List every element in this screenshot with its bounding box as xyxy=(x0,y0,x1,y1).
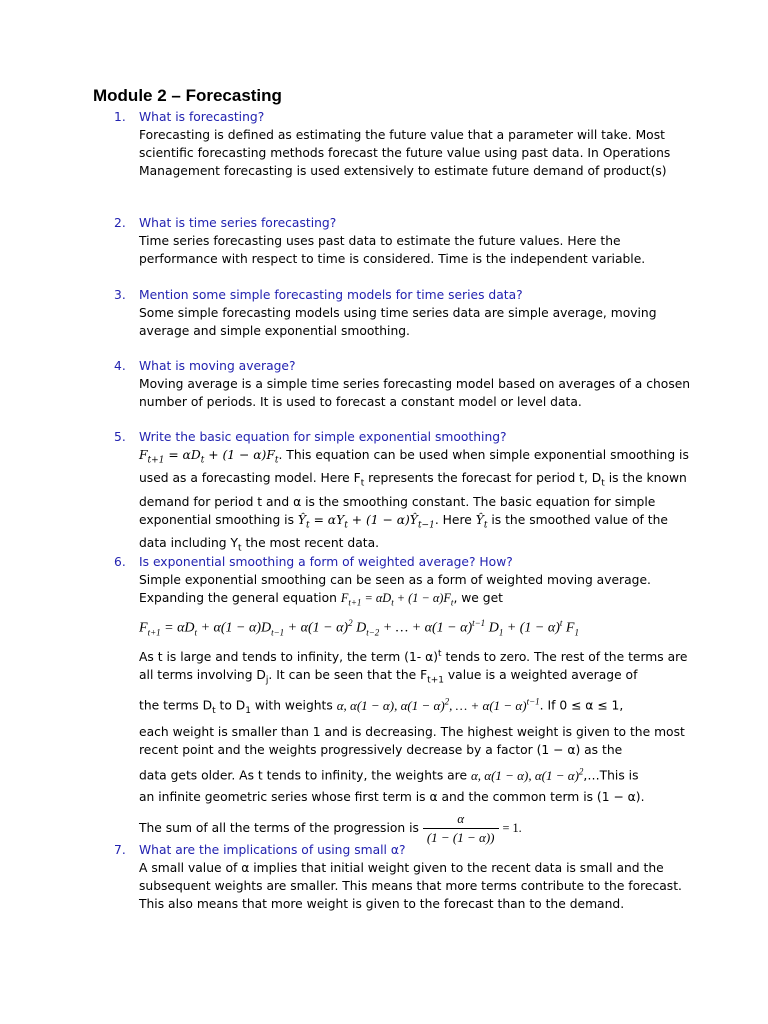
question-heading: Write the basic equation for simple exponential smoothing? xyxy=(139,430,507,444)
question-heading: What are the implications of using small α? xyxy=(139,843,406,857)
question-number: 5. xyxy=(114,430,126,444)
question-5 xyxy=(114,428,694,558)
question-heading: Mention some simple forecasting models for time series data? xyxy=(139,288,523,302)
question-4 xyxy=(114,357,694,411)
question-6: 6. Is exponential smoothing a form of weighted average? How? Simple exponential smoothing can be seen as a form of weighted moving average. Expanding the general equation $F_{t+1} = \alpha D_t + (1 - \alpha)F_t$, we get $F_{t+1} = \alpha D_t + \alpha(1 - \alpha)D_{t-1} + \alpha(1 - \alpha)^2$ $D_{t-2}$ + … + $\alpha(1 - \alpha)^{t-1}$ $D_1 + (1 - \alpha)^t$ $F_1$ As t is large and tends to infinity, the term (1- α)$^t$ tends to zero. The rest of the terms are all terms involving $D_j$. It can be seen that the $F_{t+1}$ value is a weighted average of the terms $D_t$ to $D_1$ with weights α, α(1 − α), $\alpha(1 - \alpha)^2$, … + $\alpha(1 - \alpha)^{t-1}$. If 0 ≤ α ≤ 1, each weight is smaller than 1 and is decreasing. The highest weight is given to the most recent point and the weights progressively decrease by a factor (1 − α) as the data gets older. As t tends to infinity, the weights are α, α(1 − α), $\alpha(1 - \alpha)^2,\dots This$ is an infinite geometric series whose first term is α and the common term is (1 − α). The sum of all the terms of the progression is $\frac{\alpha}{(1 - (1 - \alpha))}$ = 1. xyxy=(114,553,694,847)
page-title: Module 2 – Forecasting xyxy=(93,86,282,105)
question-number: 7. xyxy=(114,843,126,857)
question-heading: What is time series forecasting? xyxy=(139,216,337,230)
question-number: 3. xyxy=(114,288,126,302)
question-7 xyxy=(114,841,694,913)
question-answer: Moving average is a simple time series forecasting model based on averages of a chosen number of periods. It is used to forecast a constant model or level data. xyxy=(139,377,691,409)
question-heading: Is exponential smoothing a form of weighted average? How? xyxy=(139,555,513,569)
sum-fraction: $\frac{\alpha}{(1 - (1 - \alpha))}$ xyxy=(423,810,499,847)
question-number: 1. xyxy=(114,110,126,124)
equation-f-next: $F_{t+1} = \alpha D_t + (1 - \alpha)F_t$ xyxy=(139,448,279,466)
question-answer: Simple exponential smoothing can be seen as a form of weighted moving average. Expanding the general equation $F_{t+1} = \alpha D_t + (1 - \alpha)F_t$, we get xyxy=(139,573,651,608)
equation-y-hat: $Ŷ_t = \alpha Y_t + (1$ − $\alpha)Ŷ_{t-1}$ xyxy=(297,512,435,531)
question-1 xyxy=(114,108,694,180)
question-answer: $F_{t+1} = \alpha D_t + (1 - \alpha)F_t$. This equation can be used when simple exponential smoothing is used as a forecasting model. Here $F_t$ represents the forecast for period t, $D_t$ is the known demand for period t and α is the smoothing constant. The basic equation for simple exponential smoothing is $Ŷ_t = \alpha Y_t + (1$ − $\alpha)Ŷ_{t-1}$. Here $Ŷ_t$ is the smoothed value of the data including $Y_t$ the most recent data. xyxy=(139,448,689,554)
question-answer: Time series forecasting uses past data to estimate the future values. Here the performance with respect to time is considered. Time is the independent variable. xyxy=(139,234,646,266)
question-answer: Forecasting is defined as estimating the future value that a parameter will take. Most scientific forecasting methods forecast the future value using past data. In Operations Management forecasting is used extensively to estimate future demand of product(s) xyxy=(139,128,671,178)
question-heading: What is moving average? xyxy=(139,359,296,373)
question-answer: A small value of α implies that initial weight given to the recent data is small and the subsequent weights are smaller. This means that more terms contribute to the forecast. This also means that more weight is given to the forecast than to the demand. xyxy=(139,861,682,911)
question-number: 4. xyxy=(114,359,126,373)
question-answer: Some simple forecasting models using time series data are simple average, moving average and simple exponential smoothing. xyxy=(139,306,657,338)
expanded-equation: $F_{t+1} = \alpha D_t + \alpha(1 - \alpha)D_{t-1} + \alpha(1 - \alpha)^2$ $D_{t-2}$ + … + $\alpha(1 - \alpha)^{t-1}$ $D_1 + (1 - \alpha)^t$ $F_1$ xyxy=(139,618,579,638)
question-2 xyxy=(114,214,694,268)
question-heading: What is forecasting? xyxy=(139,110,265,124)
question-number: 2. xyxy=(114,216,126,230)
question-number: 6. xyxy=(114,555,126,569)
question-3 xyxy=(114,286,694,340)
